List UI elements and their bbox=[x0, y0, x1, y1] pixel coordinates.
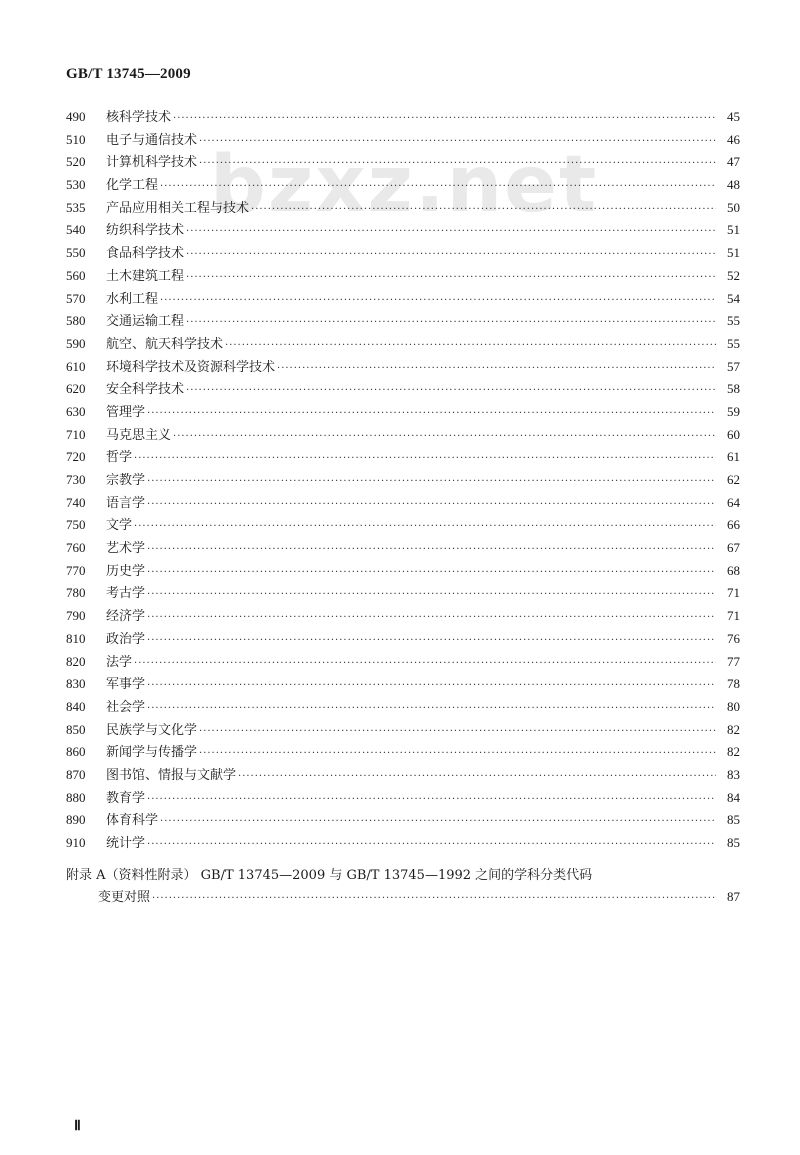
dot-leader bbox=[160, 295, 716, 306]
toc-entry-page-number: 77 bbox=[727, 653, 740, 669]
toc-entry[interactable] bbox=[66, 129, 740, 152]
toc-entry-page-number: 52 bbox=[727, 267, 740, 283]
toc-entry[interactable] bbox=[66, 424, 740, 447]
toc-entry[interactable] bbox=[66, 673, 740, 696]
toc-entry-title: 产品应用相关工程与技术 bbox=[106, 200, 250, 216]
dot-leader bbox=[173, 431, 716, 442]
toc-entry[interactable] bbox=[66, 446, 740, 469]
toc-entry-page-number: 78 bbox=[727, 676, 740, 692]
toc-entry[interactable] bbox=[66, 514, 740, 537]
toc-entry-page-number: 55 bbox=[727, 335, 740, 351]
toc-entry-page-number: 48 bbox=[727, 177, 740, 193]
dot-leader bbox=[186, 385, 716, 396]
toc-entry-title: 法学 bbox=[106, 654, 133, 670]
toc-entry-title: 教育学 bbox=[106, 790, 146, 806]
toc-entry[interactable] bbox=[66, 560, 740, 583]
toc-entry-title: 安全科学技术 bbox=[106, 382, 185, 398]
toc-entry-title: 考古学 bbox=[106, 586, 146, 602]
dot-leader bbox=[147, 612, 716, 623]
toc-entry-title: 核科学技术 bbox=[106, 110, 172, 125]
toc-entry[interactable] bbox=[66, 242, 740, 265]
toc-entry-title: 化学工程 bbox=[106, 178, 159, 194]
dot-leader bbox=[147, 635, 716, 646]
toc-entry-code: 610 bbox=[66, 358, 86, 374]
toc-entry[interactable] bbox=[66, 832, 740, 855]
toc-entry-title: 语言学 bbox=[106, 495, 146, 511]
toc-entry[interactable] bbox=[66, 605, 740, 628]
toc-entry[interactable] bbox=[66, 265, 740, 288]
dot-leader bbox=[147, 839, 716, 850]
toc-entry-page-number: 47 bbox=[727, 154, 740, 170]
toc-entry-code: 790 bbox=[66, 608, 86, 624]
toc-entry-title: 艺术学 bbox=[106, 541, 146, 557]
dot-leader bbox=[277, 363, 716, 374]
toc-entry[interactable] bbox=[66, 310, 740, 333]
watermark: bzxz.net bbox=[210, 140, 599, 230]
dot-leader bbox=[160, 181, 716, 192]
appendix-entry[interactable] bbox=[66, 864, 740, 908]
dot-leader bbox=[147, 499, 716, 510]
footer-page-numeral: Ⅱ bbox=[74, 1119, 81, 1134]
toc-entry-code: 730 bbox=[66, 472, 86, 487]
toc-entry[interactable] bbox=[66, 741, 740, 764]
toc-entry-page-number: 55 bbox=[727, 313, 740, 329]
toc-entry-code: 720 bbox=[66, 449, 86, 465]
toc-entry[interactable] bbox=[66, 197, 740, 220]
toc-entry[interactable] bbox=[66, 356, 740, 379]
toc-entry-title: 新闻学与传播学 bbox=[106, 745, 198, 761]
appendix-page-number: 87 bbox=[727, 889, 740, 904]
toc-entry-code: 860 bbox=[66, 744, 86, 760]
toc-entry-page-number: 64 bbox=[727, 494, 740, 510]
toc-entry-code: 850 bbox=[66, 721, 86, 737]
dot-leader bbox=[147, 794, 716, 805]
toc-entry-page-number: 80 bbox=[727, 698, 740, 714]
appendix-title: 附录 A（资料性附录） GB/T 13745—2009 与 GB/T 13745—1992 之间的学科分类代码 bbox=[66, 868, 593, 883]
toc-entry-page-number: 82 bbox=[727, 721, 740, 737]
toc-entry-title: 统计学 bbox=[106, 836, 146, 851]
dot-leader bbox=[225, 340, 716, 351]
toc-entry-title: 纺织科学技术 bbox=[106, 223, 185, 239]
toc-entry-title: 政治学 bbox=[106, 631, 146, 647]
toc-entry-title: 电子与通信技术 bbox=[106, 132, 198, 148]
toc-entry-title: 社会学 bbox=[106, 699, 146, 715]
toc-entry-title: 军事学 bbox=[106, 677, 146, 693]
toc-entry-title: 管理学 bbox=[106, 404, 146, 420]
toc-entry-page-number: 82 bbox=[727, 744, 740, 760]
toc-entry-page-number: 50 bbox=[727, 199, 740, 215]
dot-leader bbox=[147, 589, 716, 600]
toc-entry-page-number: 76 bbox=[727, 630, 740, 646]
dot-leader bbox=[147, 703, 716, 714]
table-of-contents bbox=[66, 106, 740, 855]
dot-leader bbox=[186, 272, 716, 283]
toc-entry-code: 590 bbox=[66, 335, 86, 351]
toc-entry[interactable] bbox=[66, 288, 740, 311]
dot-leader bbox=[199, 136, 716, 147]
toc-entry-code: 550 bbox=[66, 245, 86, 261]
toc-entry-page-number: 71 bbox=[727, 608, 740, 624]
toc-entry-code: 740 bbox=[66, 494, 86, 510]
toc-entry-title: 文学 bbox=[106, 518, 133, 534]
toc-entry-page-number: 71 bbox=[727, 585, 740, 601]
toc-entry-code: 710 bbox=[66, 426, 86, 442]
toc-entry-page-number: 85 bbox=[727, 835, 740, 850]
toc-entry-title: 图书馆、情报与文献学 bbox=[106, 767, 237, 783]
toc-entry-code: 570 bbox=[66, 290, 86, 306]
toc-entry[interactable] bbox=[66, 151, 740, 174]
toc-entry-page-number: 54 bbox=[727, 290, 740, 306]
dot-leader bbox=[147, 680, 716, 691]
toc-entry-page-number: 57 bbox=[727, 358, 740, 374]
toc-entry-page-number: 67 bbox=[727, 540, 740, 556]
dot-leader bbox=[160, 816, 716, 827]
toc-entry-title: 交通运输工程 bbox=[106, 314, 185, 330]
toc-entry-page-number: 51 bbox=[727, 222, 740, 238]
dot-leader bbox=[147, 476, 716, 487]
toc-entry-code: 810 bbox=[66, 630, 86, 646]
toc-entry-page-number: 59 bbox=[727, 403, 740, 419]
dot-leader bbox=[186, 249, 716, 260]
toc-entry[interactable] bbox=[66, 537, 740, 560]
toc-entry-title: 食品科学技术 bbox=[106, 246, 185, 262]
toc-entry[interactable] bbox=[66, 469, 740, 492]
dot-leader bbox=[186, 317, 716, 328]
toc-entry-title: 环境科学技术及资源科学技术 bbox=[106, 359, 276, 375]
toc-entry[interactable] bbox=[66, 219, 740, 242]
toc-entry-title: 体育科学 bbox=[106, 813, 159, 829]
toc-entry-code: 880 bbox=[66, 789, 86, 805]
toc-entry-code: 760 bbox=[66, 540, 86, 556]
toc-entry-title: 经济学 bbox=[106, 609, 146, 625]
dot-leader bbox=[147, 567, 716, 578]
toc-entry[interactable] bbox=[66, 809, 740, 832]
toc-entry-code: 890 bbox=[66, 812, 86, 828]
toc-entry-page-number: 60 bbox=[727, 426, 740, 442]
toc-entry-title: 马克思主义 bbox=[106, 427, 172, 443]
appendix-title-continued: 变更对照 bbox=[98, 890, 151, 905]
toc-entry-page-number: 45 bbox=[727, 109, 740, 124]
toc-entry-code: 520 bbox=[66, 154, 86, 170]
toc-entry-code: 870 bbox=[66, 766, 86, 782]
toc-entry-page-number: 51 bbox=[727, 245, 740, 261]
toc-entry[interactable] bbox=[66, 651, 740, 674]
dot-leader bbox=[147, 544, 716, 555]
toc-entry-page-number: 66 bbox=[727, 517, 740, 533]
toc-entry-page-number: 68 bbox=[727, 562, 740, 578]
toc-entry-code: 535 bbox=[66, 199, 86, 215]
toc-entry[interactable] bbox=[66, 401, 740, 424]
toc-entry[interactable] bbox=[66, 628, 740, 651]
toc-entry-code: 830 bbox=[66, 676, 86, 692]
toc-entry-code: 580 bbox=[66, 313, 86, 329]
toc-entry-code: 750 bbox=[66, 517, 86, 533]
toc-entry-page-number: 83 bbox=[727, 766, 740, 782]
toc-entry-code: 630 bbox=[66, 403, 86, 419]
toc-entry-code: 840 bbox=[66, 698, 86, 714]
dot-leader bbox=[199, 748, 716, 759]
toc-entry-page-number: 85 bbox=[727, 812, 740, 828]
toc-entry-page-number: 84 bbox=[727, 789, 740, 805]
toc-entry-code: 530 bbox=[66, 177, 86, 193]
toc-entry-page-number: 62 bbox=[727, 472, 740, 487]
toc-entry[interactable] bbox=[66, 106, 740, 129]
toc-entry-title: 航空、航天科学技术 bbox=[106, 336, 224, 352]
toc-entry-title: 宗教学 bbox=[106, 473, 146, 488]
toc-entry[interactable] bbox=[66, 764, 740, 787]
toc-entry-code: 510 bbox=[66, 131, 86, 147]
toc-entry[interactable] bbox=[66, 582, 740, 605]
toc-entry-title: 历史学 bbox=[106, 563, 146, 579]
toc-entry-code: 910 bbox=[66, 835, 86, 850]
dot-leader bbox=[147, 408, 716, 419]
dot-leader bbox=[251, 204, 716, 215]
toc-entry-title: 计算机科学技术 bbox=[106, 155, 198, 171]
dot-leader bbox=[238, 771, 716, 782]
standard-id-header: GB/T 13745—2009 bbox=[66, 66, 191, 82]
toc-entry-code: 540 bbox=[66, 222, 86, 238]
toc-entry[interactable] bbox=[66, 174, 740, 197]
toc-entry[interactable] bbox=[66, 378, 740, 401]
toc-entry-title: 民族学与文化学 bbox=[106, 722, 198, 738]
toc-entry-code: 560 bbox=[66, 267, 86, 283]
toc-entry[interactable] bbox=[66, 696, 740, 719]
dot-leader bbox=[173, 113, 716, 124]
toc-entry-code: 820 bbox=[66, 653, 86, 669]
toc-entry-title: 水利工程 bbox=[106, 291, 159, 307]
toc-entry-page-number: 58 bbox=[727, 381, 740, 397]
dot-leader bbox=[199, 158, 716, 169]
toc-entry-title: 土木建筑工程 bbox=[106, 268, 185, 284]
dot-leader bbox=[152, 893, 716, 904]
toc-entry-code: 780 bbox=[66, 585, 86, 601]
toc-entry[interactable] bbox=[66, 787, 740, 810]
dot-leader bbox=[134, 453, 716, 464]
toc-entry-code: 620 bbox=[66, 381, 86, 397]
dot-leader bbox=[134, 521, 716, 532]
toc-entry-code: 490 bbox=[66, 109, 86, 124]
toc-entry[interactable] bbox=[66, 719, 740, 742]
toc-entry-title: 哲学 bbox=[106, 450, 133, 466]
toc-entry[interactable] bbox=[66, 492, 740, 515]
toc-entry[interactable] bbox=[66, 333, 740, 356]
dot-leader bbox=[199, 726, 716, 737]
dot-leader bbox=[186, 226, 716, 237]
toc-entry-code: 770 bbox=[66, 562, 86, 578]
dot-leader bbox=[134, 658, 716, 669]
toc-entry-page-number: 46 bbox=[727, 131, 740, 147]
toc-entry-page-number: 61 bbox=[727, 449, 740, 465]
